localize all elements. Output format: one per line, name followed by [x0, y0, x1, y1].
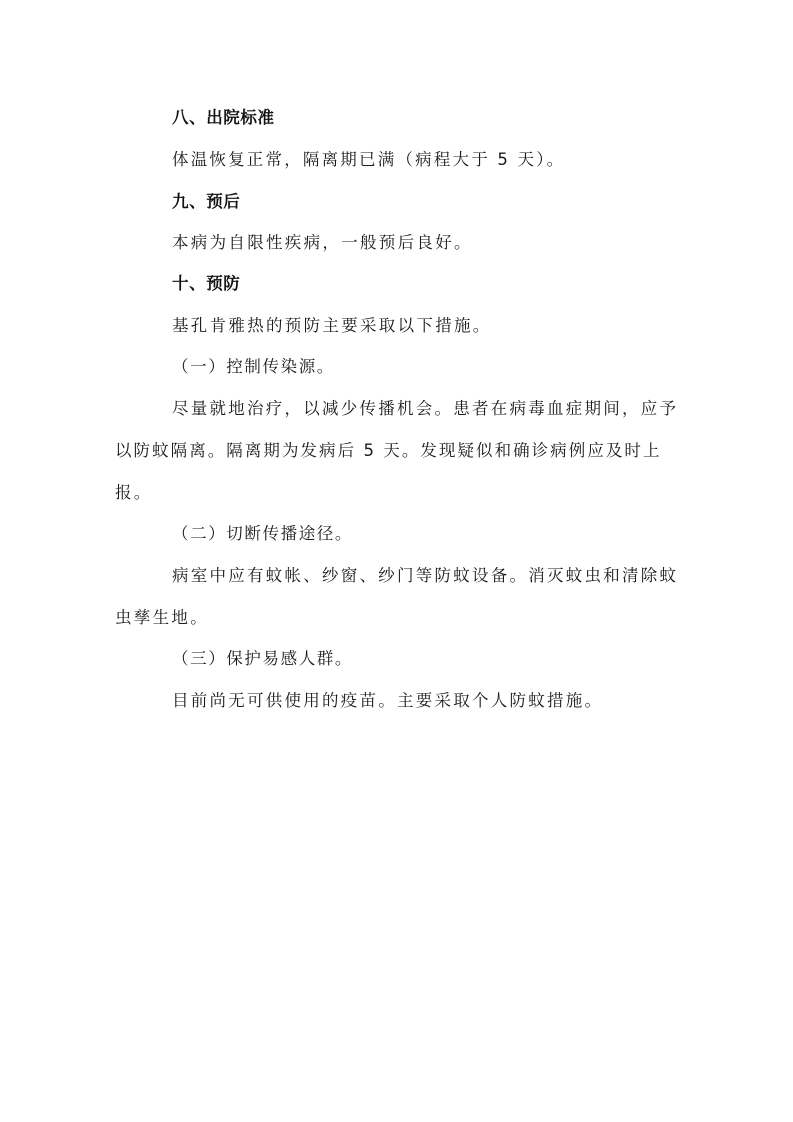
subsection-title-control-source: （一）控制传染源。: [172, 357, 335, 376]
prevention-intro-text: 基孔肯雅热的预防主要采取以下措施。: [172, 316, 492, 335]
prognosis-text: 本病为自限性疾病，一般预后良好。: [172, 233, 473, 252]
subsection-title-cut-transmission: （二）切断传播途径。: [172, 524, 353, 543]
control-source-line-3: 报。: [115, 483, 153, 502]
cut-transmission-line-2: 虫孳生地。: [115, 608, 209, 627]
section-heading-discharge-criteria: 八、出院标准: [172, 108, 275, 127]
cut-transmission-line-1: 病室中应有蚊帐、纱窗、纱门等防蚊设备。消灭蚊虫和清除蚊: [172, 566, 679, 585]
section-heading-prognosis: 九、预后: [172, 192, 241, 211]
discharge-criteria-text: 体温恢复正常，隔离期已满（病程大于 5 天）。: [172, 150, 566, 169]
protect-population-line-1: 目前尚无可供使用的疫苗。主要采取个人防蚊措施。: [172, 691, 604, 710]
section-heading-prevention: 十、预防: [172, 274, 241, 293]
control-source-line-1: 尽量就地治疗，以减少传播机会。患者在病毒血症期间，应予: [172, 399, 679, 418]
control-source-line-2: 以防蚊隔离。隔离期为发病后 5 天。发现疑似和确诊病例应及时上: [115, 441, 662, 460]
subsection-title-protect-population: （三）保护易感人群。: [172, 649, 353, 668]
